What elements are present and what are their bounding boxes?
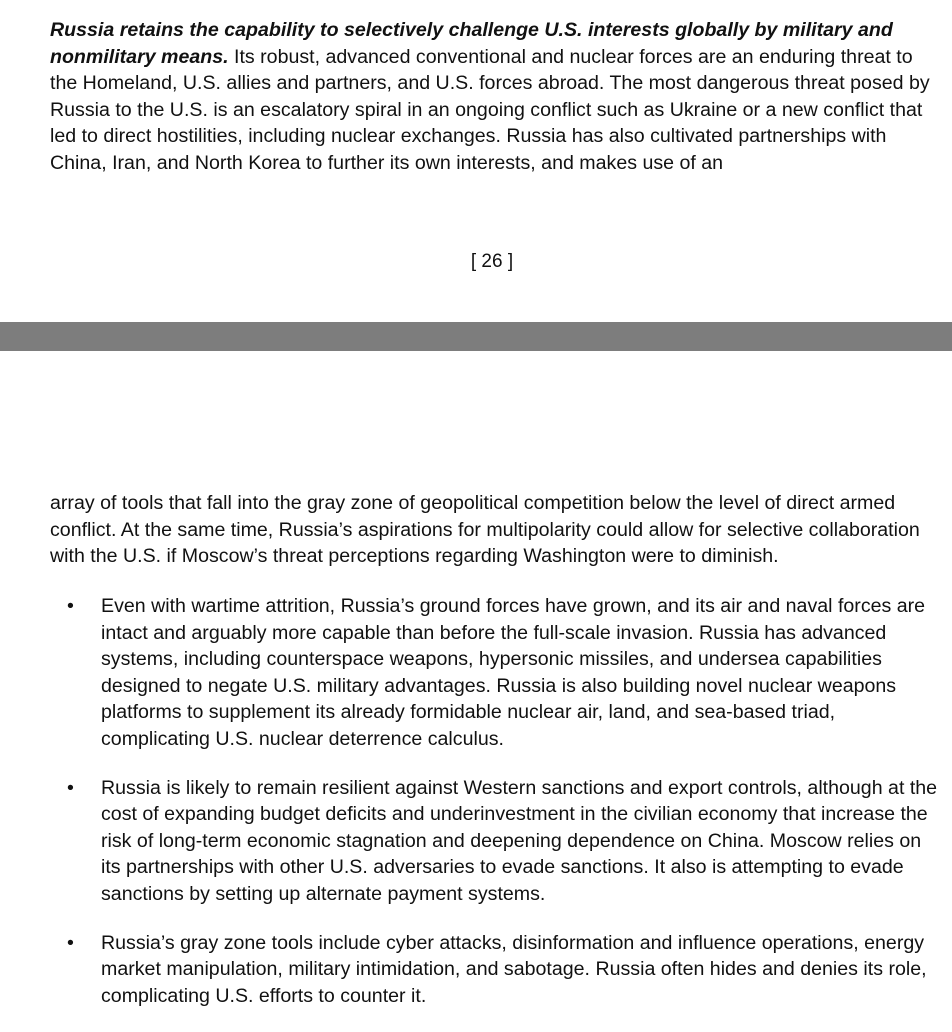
- bullet-text: Russia’s gray zone tools include cyber attacks, disinformation and influence operations, energy market manipulation, military intimidation, and sabotage. Russia often hides and denies its role, complicating U.S. efforts to counter it.: [101, 931, 927, 1007]
- bullet-item-military-capabilities: [0, 593, 952, 752]
- bullet-icon: •: [67, 776, 74, 799]
- page-number: [ 26 ]: [470, 251, 514, 272]
- bullet-text: Russia is likely to remain resilient against Western sanctions and export controls, although at the cost of expanding budget deficits and underinvestment in the civilian economy that increase the risk of long-term economic stagnation and deepening dependence on China. Moscow relies on its partnerships with other U.S. adversaries to evade sanctions. It also is attempting to evade sanctions by setting up alternate payment systems.: [101, 776, 938, 905]
- bullet-item-gray-zone-tools: [0, 930, 952, 1010]
- document-page-top: [0, 0, 952, 322]
- intro-paragraph: [50, 17, 930, 176]
- continuation-paragraph: array of tools that fall into the gray zone of geopolitical competition below the level of direct armed conflict. At the same time, Russia’s aspirations for multipolarity could allow for selective collaboration with the U.S. if Moscow’s threat perceptions regarding Washington were to diminish.: [50, 492, 920, 567]
- intro-paragraph-text: Its robust, advanced conventional and nuclear forces are an enduring threat to the Homeland, U.S. allies and partners, and U.S. forces abroad. The most dangerous threat posed by Russia to the U.S. is an escalatory spiral in an ongoing conflict such as Ukraine or a new conflict that led to direct hostilities, including nuclear exchanges. Russia has also cultivated partnerships with China, Iran, and North Korea to further its own interests, and makes use of an: [50, 45, 930, 174]
- bullet-list: [0, 593, 952, 1032]
- bullet-item-sanctions-resilience: [0, 775, 952, 908]
- lead-sentence: Russia retains the capability to selectively challenge U.S. interests globally by military and nonmilitary means.: [50, 19, 893, 68]
- page-break-divider: [0, 322, 952, 351]
- bullet-text: Even with wartime attrition, Russia’s ground forces have grown, and its air and naval forces are intact and arguably more capable than before the full-scale invasion. Russia has advanced systems, including counterspace weapons, hypersonic missiles, and undersea capabilities designed to negate U.S. military advantages. Russia is also building novel nuclear weapons platforms to supplement its already formidable nuclear air, land, and sea-based triad, complicating U.S. nuclear deterrence calculus.: [101, 595, 926, 750]
- bullet-icon: •: [67, 931, 74, 954]
- bullet-icon: •: [67, 595, 74, 617]
